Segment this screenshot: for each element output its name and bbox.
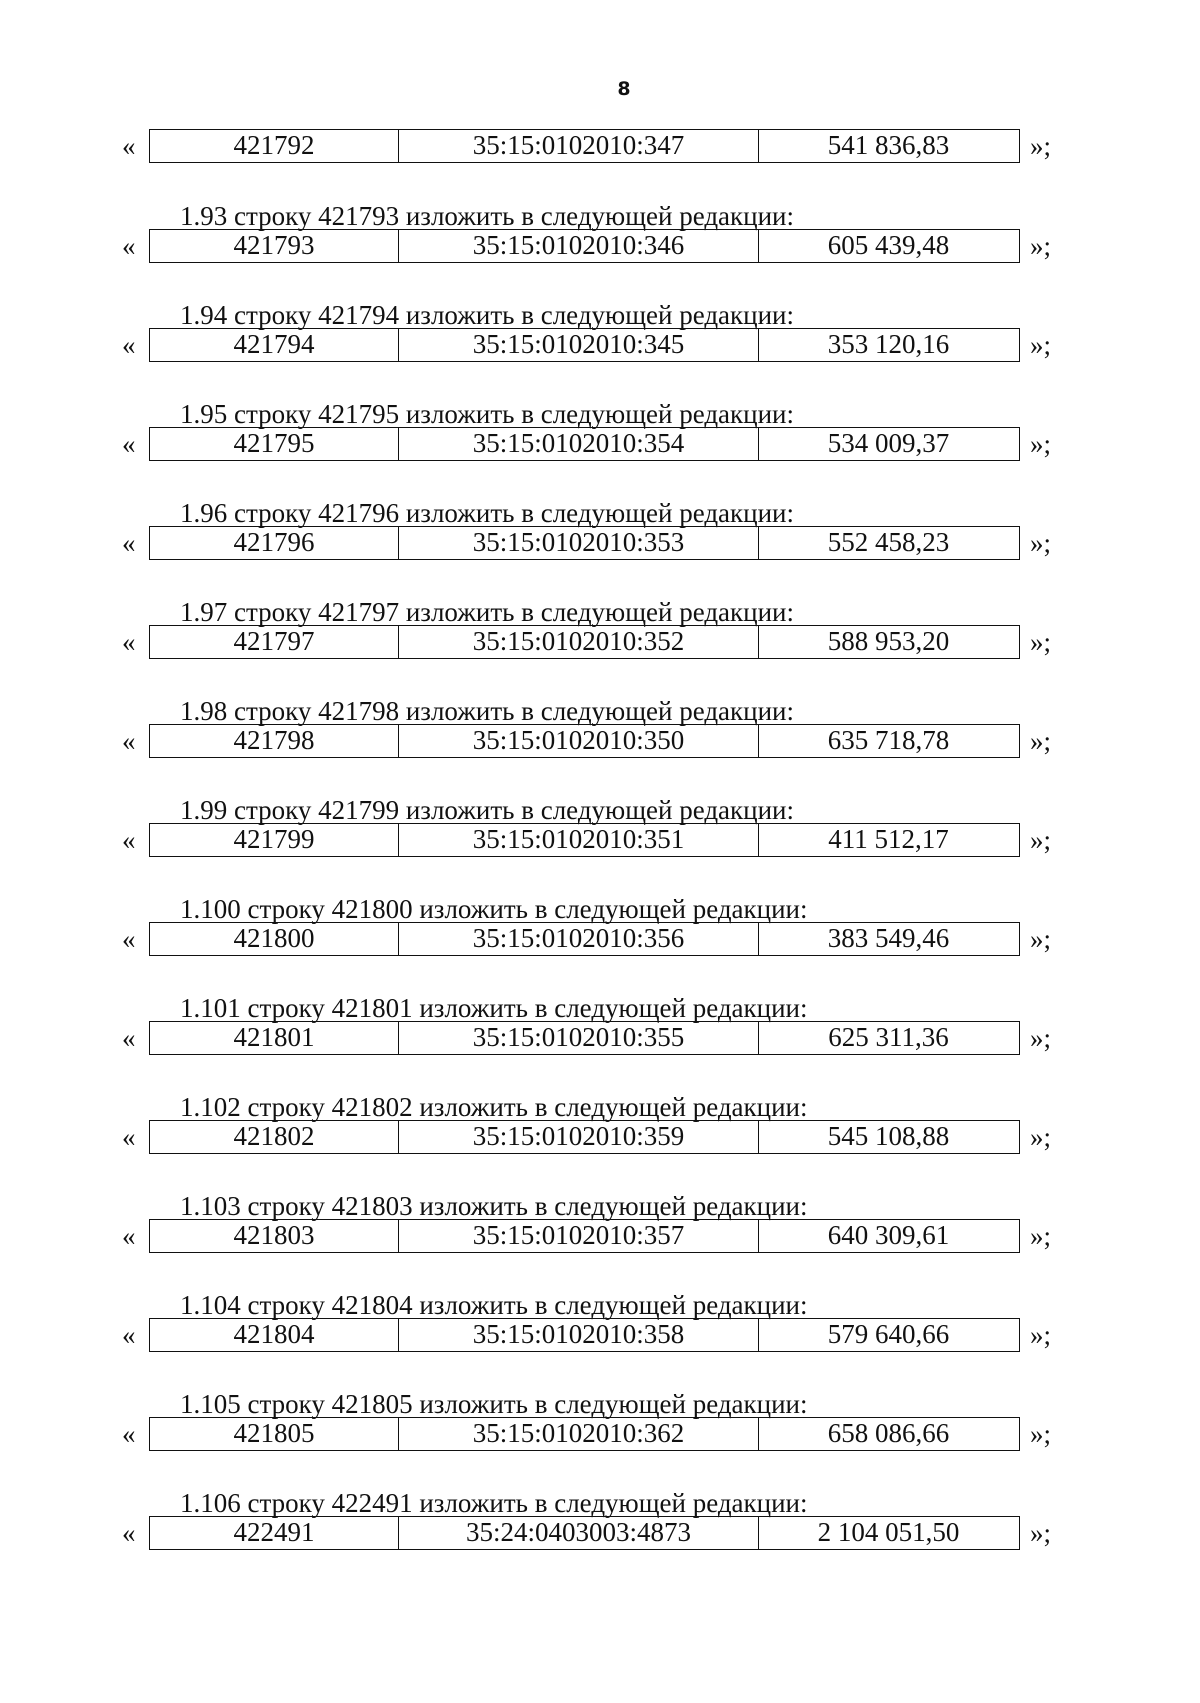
closing-quote: »; [1030, 1419, 1052, 1449]
table-row [149, 922, 1020, 956]
closing-quote: »; [1030, 528, 1052, 558]
amendment-instruction: 1.102 строку 421802 изложить в следующей редакции: [180, 1092, 808, 1122]
value-cell: 625 311,36 [828, 1022, 949, 1052]
closing-quote: »; [1030, 1320, 1052, 1350]
opening-quote: « [122, 1023, 136, 1053]
amendment-instruction: 1.94 строку 421794 изложить в следующей редакции: [180, 300, 795, 330]
closing-quote: »; [1030, 1122, 1052, 1152]
row-code-cell: 421794 [150, 329, 399, 361]
amendment-instruction: 1.105 строку 421805 изложить в следующей редакции: [180, 1389, 808, 1419]
opening-quote: « [122, 330, 136, 360]
row-code-cell: 421792 [150, 130, 399, 162]
amendment-entry [0, 993, 1200, 1071]
value-cell: 579 640,66 [827, 1319, 950, 1349]
cadastral-number-cell: 35:15:0102010:359 [399, 1121, 759, 1153]
table-row [149, 129, 1020, 163]
cadastral-number-cell: 35:15:0102010:352 [399, 626, 759, 658]
table-row [149, 427, 1020, 461]
closing-quote: »; [1030, 1023, 1052, 1053]
table-row [149, 1120, 1020, 1154]
opening-quote: « [122, 1518, 136, 1548]
table-row [149, 229, 1020, 263]
closing-quote: »; [1030, 131, 1052, 161]
row-code-cell: 422491 [150, 1517, 399, 1549]
opening-quote: « [122, 1419, 136, 1449]
amendment-entry [0, 399, 1200, 477]
value-cell: 411 512,17 [828, 824, 949, 854]
cadastral-number-cell: 35:15:0102010:350 [399, 725, 759, 757]
amendment-entry [0, 300, 1200, 378]
amendment-instruction: 1.100 строку 421800 изложить в следующей редакции: [180, 894, 808, 924]
value-cell: 545 108,88 [827, 1121, 950, 1151]
page-number: 8 [617, 78, 631, 100]
amendment-instruction: 1.98 строку 421798 изложить в следующей редакции: [180, 696, 795, 726]
amendment-instruction: 1.96 строку 421796 изложить в следующей редакции: [180, 498, 795, 528]
opening-quote: « [122, 231, 136, 261]
value-cell: 2 104 051,50 [817, 1517, 960, 1547]
cadastral-number-cell: 35:15:0102010:356 [399, 923, 759, 955]
closing-quote: »; [1030, 1518, 1052, 1548]
cadastral-number-cell: 35:15:0102010:351 [399, 824, 759, 856]
opening-quote: « [122, 825, 136, 855]
value-cell: 552 458,23 [827, 527, 950, 557]
table-row [149, 1417, 1020, 1451]
table-row [149, 823, 1020, 857]
table-row [149, 1516, 1020, 1550]
row-code-cell: 421805 [150, 1418, 399, 1450]
cadastral-number-cell: 35:15:0102010:358 [399, 1319, 759, 1351]
row-code-cell: 421802 [150, 1121, 399, 1153]
opening-quote: « [122, 1320, 136, 1350]
opening-quote: « [122, 924, 136, 954]
row-code-cell: 421799 [150, 824, 399, 856]
row-code-cell: 421798 [150, 725, 399, 757]
row-code-cell: 421800 [150, 923, 399, 955]
row-code-cell: 421804 [150, 1319, 399, 1351]
opening-quote: « [122, 1221, 136, 1251]
value-cell: 353 120,16 [827, 329, 950, 359]
amendment-instruction: 1.97 строку 421797 изложить в следующей редакции: [180, 597, 795, 627]
closing-quote: »; [1030, 1221, 1052, 1251]
amendment-entry [0, 894, 1200, 972]
amendment-entry [0, 129, 1200, 179]
cadastral-number-cell: 35:15:0102010:362 [399, 1418, 759, 1450]
amendment-instruction: 1.104 строку 421804 изложить в следующей редакции: [180, 1290, 808, 1320]
table-row [149, 1219, 1020, 1253]
closing-quote: »; [1030, 429, 1052, 459]
amendment-entry [0, 1389, 1200, 1467]
table-row [149, 526, 1020, 560]
row-code-cell: 421801 [150, 1022, 399, 1054]
amendment-entry [0, 1191, 1200, 1269]
table-row [149, 724, 1020, 758]
table-row [149, 1021, 1020, 1055]
amendment-instruction: 1.95 строку 421795 изложить в следующей редакции: [180, 399, 795, 429]
amendment-entry [0, 1290, 1200, 1368]
amendment-instruction: 1.93 строку 421793 изложить в следующей редакции: [180, 201, 795, 231]
opening-quote: « [122, 726, 136, 756]
value-cell: 383 549,46 [827, 923, 950, 953]
closing-quote: »; [1030, 330, 1052, 360]
opening-quote: « [122, 131, 136, 161]
cadastral-number-cell: 35:15:0102010:345 [399, 329, 759, 361]
amendment-instruction: 1.99 строку 421799 изложить в следующей редакции: [180, 795, 795, 825]
closing-quote: »; [1030, 726, 1052, 756]
closing-quote: »; [1030, 627, 1052, 657]
table-row [149, 328, 1020, 362]
cadastral-number-cell: 35:15:0102010:353 [399, 527, 759, 559]
cadastral-number-cell: 35:15:0102010:354 [399, 428, 759, 460]
cadastral-number-cell: 35:15:0102010:346 [399, 230, 759, 262]
cadastral-number-cell: 35:15:0102010:347 [399, 130, 759, 162]
amendment-instruction: 1.106 строку 422491 изложить в следующей редакции: [180, 1488, 808, 1518]
opening-quote: « [122, 528, 136, 558]
cadastral-number-cell: 35:15:0102010:355 [399, 1022, 759, 1054]
table-row [149, 625, 1020, 659]
row-code-cell: 421796 [150, 527, 399, 559]
amendment-entry [0, 1488, 1200, 1566]
amendment-entry [0, 795, 1200, 873]
closing-quote: »; [1030, 231, 1052, 261]
cadastral-number-cell: 35:15:0102010:357 [399, 1220, 759, 1252]
row-code-cell: 421795 [150, 428, 399, 460]
row-code-cell: 421793 [150, 230, 399, 262]
value-cell: 534 009,37 [827, 428, 950, 458]
amendment-entry [0, 696, 1200, 774]
amendment-entry [0, 1092, 1200, 1170]
amendment-entry [0, 597, 1200, 675]
opening-quote: « [122, 627, 136, 657]
value-cell: 658 086,66 [827, 1418, 950, 1448]
table-row [149, 1318, 1020, 1352]
opening-quote: « [122, 1122, 136, 1152]
value-cell: 541 836,83 [827, 130, 950, 160]
value-cell: 588 953,20 [827, 626, 950, 656]
amendment-entry [0, 498, 1200, 576]
cadastral-number-cell: 35:24:0403003:4873 [399, 1517, 759, 1549]
amendment-instruction: 1.103 строку 421803 изложить в следующей редакции: [180, 1191, 808, 1221]
opening-quote: « [122, 429, 136, 459]
amendment-instruction: 1.101 строку 421801 изложить в следующей редакции: [180, 993, 808, 1023]
value-cell: 605 439,48 [827, 230, 950, 260]
row-code-cell: 421803 [150, 1220, 399, 1252]
amendment-entry [0, 201, 1200, 279]
row-code-cell: 421797 [150, 626, 399, 658]
value-cell: 640 309,61 [827, 1220, 950, 1250]
closing-quote: »; [1030, 825, 1052, 855]
value-cell: 635 718,78 [827, 725, 950, 755]
closing-quote: »; [1030, 924, 1052, 954]
